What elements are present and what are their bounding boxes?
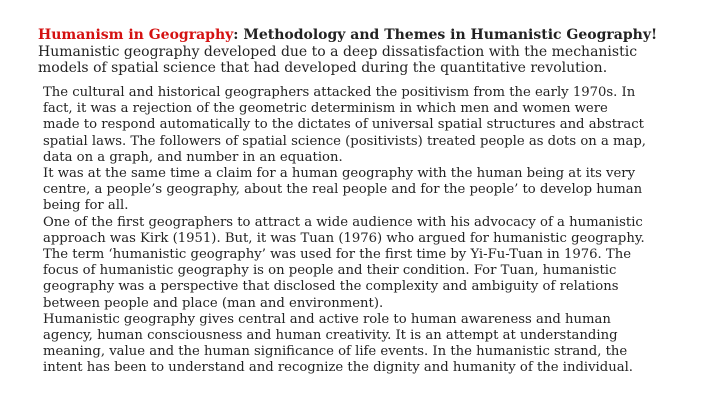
paragraph: One of the first geographers to attract a wide audience with his advocacy of a humanistic approach was Kirk (1951). But, it was Tuan (1976) who argued for humanistic geography. The term ‘humanistic geography’ was used for the first time by Yi-Fu-Tuan in 1976. The focus of humanistic geography is on people and their condition. For Tuan, humanistic geography was a perspective that disclosed the complexity and ambiguity of relations between people and place (man and environment). bbox=[43, 214, 645, 311]
paragraph: The cultural and historical geographers attacked the positivism from the early 1970s. In fact, it was a rejection of the geometric determinism in which men and women were made to respond automatically to the dictates of universal spatial structures and abstract spatial laws. The followers of spatial science (positivists) treated people as dots on a map, data on a graph, and number in an equation. bbox=[43, 85, 646, 165]
title-accent: Humanism in Geography bbox=[38, 27, 234, 43]
title-subtitle: : Methodology and Themes in Humanistic Geography! bbox=[233, 27, 658, 43]
body-text bbox=[43, 85, 648, 377]
header-block bbox=[38, 27, 688, 77]
paragraph: It was at the same time a claim for a human geography with the human being at its very centre, a people’s geography, about the real people and for the people’ to develop human being for all. bbox=[43, 166, 643, 214]
slide-title bbox=[38, 27, 688, 44]
paragraph: Humanistic geography gives central and active role to human awareness and human agency, human consciousness and human creativity. It is an attempt at understanding meaning, value and the human significance of life events. In the humanistic strand, the intent has been to understand and recognize the dignity and humanity of the individual. bbox=[43, 311, 633, 376]
intro-text: Humanistic geography developed due to a deep dissatisfaction with the mechanistic models of spatial science that had developed during the quantitative revolution. bbox=[38, 43, 638, 76]
